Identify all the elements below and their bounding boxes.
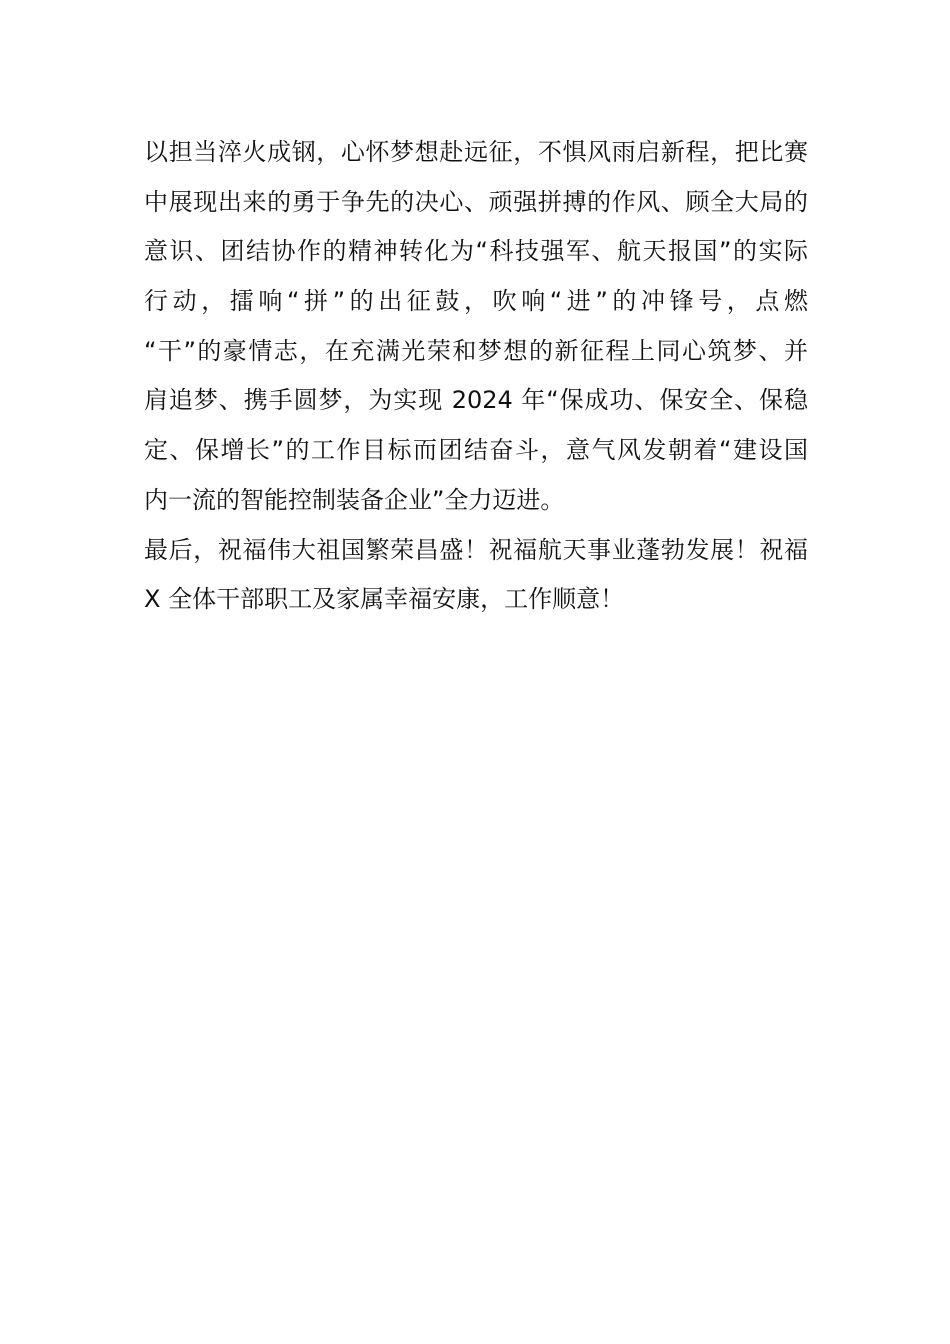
text-line: “干”的豪情志，在充满光荣和梦想的新征程上同心筑梦、并 [144, 336, 808, 365]
text-line: 内一流的智能控制装备企业”全力迈进。 [144, 485, 565, 514]
text-line: 定、保增长”的工作目标而团结奋斗，意气风发朝着“建设国 [144, 436, 808, 465]
document-body [144, 128, 808, 625]
paragraph-blessings [144, 526, 808, 625]
text-line: 中展现出来的勇于争先的决心、顽强拼搏的作风、顾全大局的 [144, 187, 808, 216]
text-line: 肩追梦、携手圆梦，为实现 2024 年“保成功、保安全、保稳 [144, 386, 808, 415]
text-line: 最后，祝福伟大祖国繁荣昌盛！祝福航天事业蓬勃发展！祝福 [144, 535, 808, 564]
text-line: 行动，擂响“拼”的出征鼓，吹响“进”的冲锋号，点燃 [144, 287, 808, 316]
paragraph-closing-pledge [144, 128, 808, 526]
text-line: 以担当淬火成钢，心怀梦想赴远征，不惧风雨启新程，把比赛 [144, 138, 808, 166]
text-line: X 全体干部职工及家属幸福安康，工作顺意！ [144, 585, 625, 614]
text-line: 意识、团结协作的精神转化为“科技强军、航天报国”的实际 [144, 237, 808, 266]
